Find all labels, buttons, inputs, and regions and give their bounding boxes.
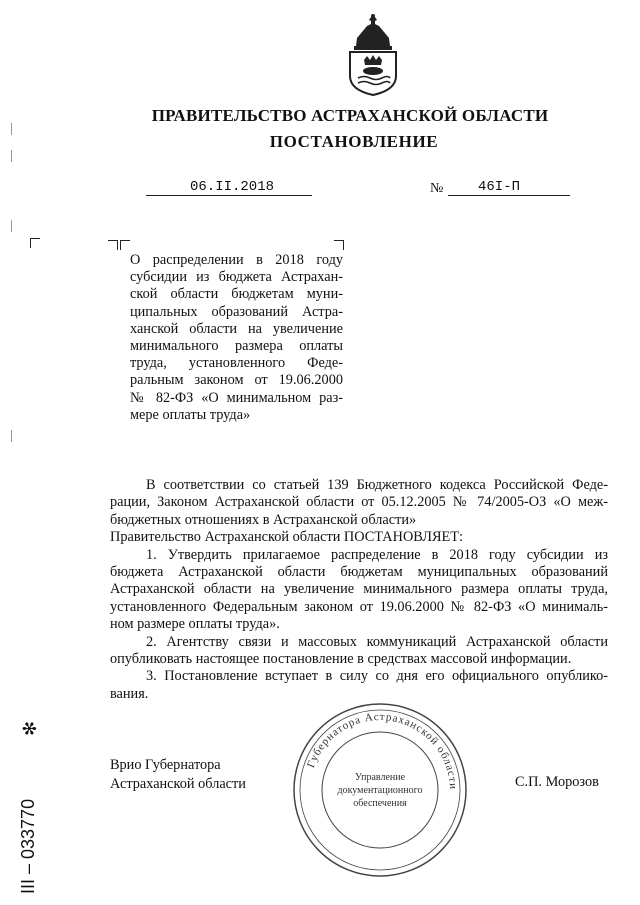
corner-mark [30,238,40,248]
margin-tick [11,123,12,135]
document-body [110,477,608,703]
serial-number-text: III – 033770 [18,798,38,894]
body-line: 1. Утвердить прилагаемое распределение в 2018 году субсидии из [146,546,608,563]
body-line: установленного Федеральным законом от 19.06.2000 № 82-ФЗ «О минималь- [110,598,608,615]
signatory-position-line: Астраханской области [110,776,246,792]
body-line: Правительство Астраханской области ПОСТАНОВЛЯЕТ: [110,529,463,546]
stamp-center-line: документационного [337,785,423,796]
corner-mark [108,240,118,250]
serial-number [4,706,44,896]
subject-line: О распределении в 2018 году [130,252,343,268]
body-line: бюджета Астраханской области бюджетам муниципальных образований [110,564,608,581]
margin-tick [11,220,12,232]
subject-line: ханской области на увеличение [130,320,343,337]
subject-line: ской области бюджетам муни- [130,286,343,303]
body-line: опубликовать настоящее постановление в средствах массовой информации. [110,651,572,668]
subject-line: субсидии из бюджета Астрахан- [130,269,343,286]
body-line: бюджетных отношениях в Астраханской области» [110,511,417,528]
subject-line: мере оплаты труда» [130,406,251,423]
body-line: рации, Законом Астраханской области от 05.12.2005 № 74/2005-ОЗ «О меж- [110,494,608,511]
subject-line: № 82-ФЗ «О минимальном раз- [130,389,343,406]
signatory-position [110,756,246,794]
number-label: № [430,181,444,196]
official-stamp [290,700,470,880]
document-date: 06.II.2018 [146,180,312,196]
signatory-name: С.П. Морозов [515,774,599,790]
signatory-position-line: Врио Губернатора [110,757,221,773]
document-number: 46I-П [448,180,570,196]
stamp-ring-text: Губернатора Астраханской области [304,710,460,791]
margin-tick [11,430,12,442]
stamp-center-line: обеспечения [353,798,407,809]
coat-of-arms-icon [344,12,402,96]
document-subject [130,252,343,424]
subject-line: минимального размера оплаты [130,338,343,355]
body-line: В соответствии со статьей 139 Бюджетного кодекса Российской Феде- [146,477,608,493]
body-line: Астраханской области на увеличение минимального размера оплаты труда, [110,581,608,598]
subject-line: ципальных образований Астра- [130,303,343,320]
body-line: 3. Постановление вступает в силу со дня его официального опублико- [146,668,608,685]
corner-mark [334,240,344,250]
corner-mark [120,240,130,250]
body-line: вания. [110,685,149,702]
subject-line: труда, установленного Феде- [130,355,343,372]
body-line: ном размере оплаты труда». [110,616,280,633]
body-line: 2. Агентству связи и массовых коммуникаций Астраханской области [146,633,608,650]
margin-tick [11,150,12,162]
serial-mark: ✻ [20,720,41,736]
document-type: ПОСТАНОВЛЕНИЕ [269,132,439,151]
stamp-center-line: Управление [354,772,406,783]
subject-line: ральным законом от 19.06.2000 [130,372,343,389]
organization-title: ПРАВИТЕЛЬСТВО АСТРАХАНСКОЙ ОБЛАСТИ [151,106,549,125]
